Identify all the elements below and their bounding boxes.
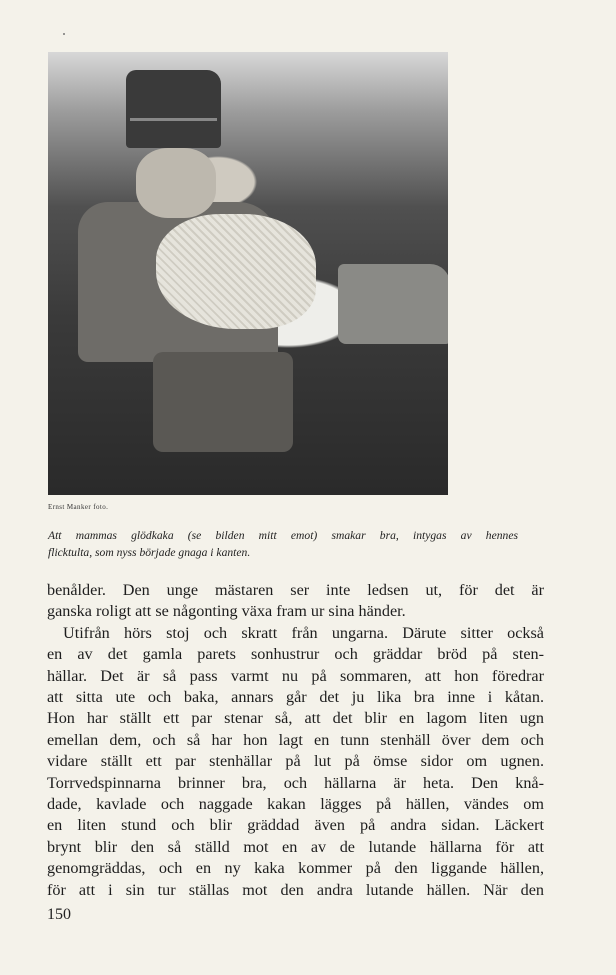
flatbread	[156, 214, 316, 329]
body-line: vidare ställt ett par stenhällar på lut på ömse sidor om ugnen.	[47, 752, 544, 771]
body-line: en av det gamla parets sonhustrur och gräddar bröd på sten-	[47, 645, 544, 664]
print-speck	[63, 33, 65, 35]
page-number: 150	[47, 906, 71, 923]
body-line: Utifrån hörs stoj och skratt från ungarna. Därute sitter också	[63, 623, 544, 642]
body-line: brynt blir den så ställd mot en av de lutande hällarna för att	[47, 837, 544, 856]
caption-line: Att mammas glödkaka (se bilden mitt emot) smakar bra, intygas av hennes	[48, 529, 518, 542]
body-line: Hon har ställt ett par stenar så, att det blir en lagom liten ugn	[47, 709, 544, 728]
body-line: för att i sin tur ställas mot den andra lutande hällen. När den	[47, 880, 544, 899]
body-line: hällar. Det är så pass varmt nu på sommaren, att hon föredrar	[47, 666, 544, 685]
body-line: emellan dem, och så har hon lagt en tunn stenhäll över dem och	[47, 730, 544, 749]
body-line: dade, kavlade och naggade kakan lägges på hällen, vändes om	[47, 795, 544, 814]
child-face	[136, 148, 216, 218]
body-line: benålder. Den unge mästaren ser inte ledsen ut, för det är	[47, 581, 544, 599]
body-line: att sitta ute och baka, annars går det ju lika bra inne i kåtan.	[47, 688, 544, 707]
photo-credit: Ernst Manker foto.	[48, 503, 109, 511]
body-text	[47, 580, 544, 901]
caption-line: flicktulta, som nyss började gnaga i kanten.	[48, 546, 251, 559]
photograph	[48, 52, 448, 495]
child-cap	[126, 70, 221, 148]
stone-slab	[338, 264, 448, 344]
photo-caption	[48, 527, 518, 561]
child-legs	[153, 352, 293, 452]
body-line: en liten stund och blir gräddad även på andra sidan. Läckert	[47, 816, 544, 835]
body-line: Torrvedspinnarna brinner bra, och hällarna är heta. Den knå-	[47, 773, 544, 792]
body-line: ganska roligt att se någonting växa fram ur sina händer.	[47, 602, 406, 621]
body-line: genomgräddas, och en ny kaka kommer på den liggande hällen,	[47, 859, 544, 878]
